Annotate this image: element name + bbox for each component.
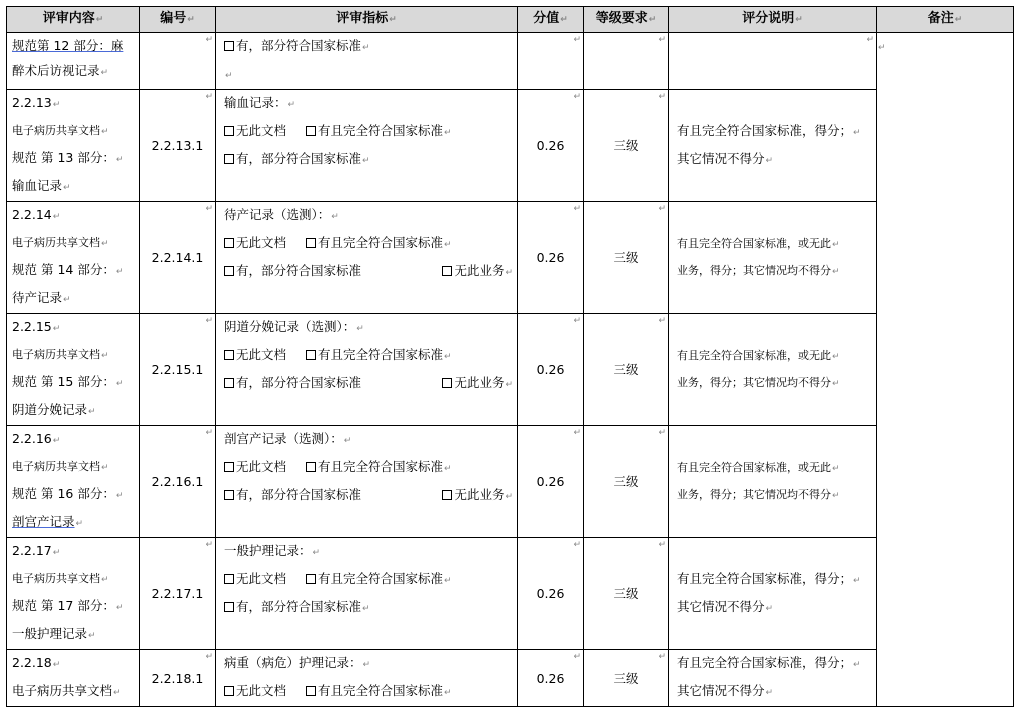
level-cell: 三级 ↵ [584,90,669,202]
checkbox-icon [442,378,452,388]
content-cell: 规范第 12 部分：麻 醉术后访视记录↵ [7,33,140,90]
checkbox-no-business[interactable]: 无此业务 [442,258,504,283]
checkbox-full[interactable]: 有且完全符合国家标准 [306,230,443,255]
checkbox-no-doc[interactable]: 无此文档 [224,454,286,479]
table-row [7,538,1014,650]
checkbox-icon [306,686,316,696]
code-cell: 2.2.17.1 ↵ [140,538,216,650]
table-row [7,33,1014,90]
code-cell: 2.2.16.1 ↵ [140,426,216,538]
header-indicator: 评审指标↵ [216,7,518,33]
level-cell: 三级 ↵ [584,314,669,426]
checkbox-partial[interactable]: 有，部分符合国家标准 [224,370,361,395]
content-cell: 2.2.15↵ 电子病历共享文档↵ 规范 第 15 部分：↵ 阴道分娩记录↵ [7,314,140,426]
explanation-cell: 有且完全符合国家标准，或无此↵ 业务，得分；其它情况均不得分↵ [669,426,877,538]
score-cell: 0.26 ↵ [518,426,584,538]
level-cell: 三级 ↵ [584,426,669,538]
code-cell: 2.2.13.1 ↵ [140,90,216,202]
table-row [7,650,1014,707]
checkbox-full[interactable]: 有且完全符合国家标准 [306,454,443,479]
indicator-title: 剖宫产记录（选测）： [224,431,343,446]
header-level: 等级要求↵ [584,7,669,33]
checkbox-icon [224,266,234,276]
header-row [7,7,1014,33]
score-cell: 0.26 ↵ [518,650,584,707]
checkbox-icon [224,378,234,388]
score-cell: 0.26 ↵ [518,90,584,202]
score-cell: 0.26 ↵ [518,538,584,650]
checkbox-icon [306,462,316,472]
table-row [7,90,1014,202]
checkbox-icon [224,490,234,500]
checkbox-full[interactable]: 有且完全符合国家标准 [306,118,443,143]
header-content: 评审内容↵ [7,7,140,33]
checkbox-icon [224,154,234,164]
checkbox-full[interactable]: 有且完全符合国家标准 [306,678,443,703]
header-score: 分值↵ [518,7,584,33]
remarks-cell: ↵ [877,33,1014,707]
checkbox-no-business[interactable]: 无此业务 [442,482,504,507]
checkbox-partial[interactable]: 有，部分符合国家标准 [224,146,361,171]
checkbox-no-doc[interactable]: 无此文档 [224,678,286,703]
checkbox-icon [306,574,316,584]
header-code: 编号↵ [140,7,216,33]
checkbox-icon [442,266,452,276]
checkbox-icon [224,462,234,472]
checkbox-icon [224,238,234,248]
indicator-cell: 待产记录（选测）：↵ 无此文档 有且完全符合国家标准↵ 有，部分符合国家标准 无此业务↵ [216,202,518,314]
content-cell: 2.2.17↵ 电子病历共享文档↵ 规范 第 17 部分：↵ 一般护理记录↵ [7,538,140,650]
explanation-cell: 有且完全符合国家标准，得分；↵ 其它情况不得分↵ [669,650,877,707]
table-row [7,202,1014,314]
indicator-title: 病重（病危）护理记录： [224,655,362,670]
indicator-cell: 病重（病危）护理记录：↵ 无此文档 有且完全符合国家标准↵ [216,650,518,707]
content-line: 规范第 12 部分：麻 [12,38,124,53]
explanation-cell: 有且完全符合国家标准，得分；↵ 其它情况不得分↵ [669,90,877,202]
checkbox-icon [306,350,316,360]
checkbox-icon [224,350,234,360]
indicator-title: 一般护理记录： [224,543,312,558]
checkbox-full[interactable]: 有且完全符合国家标准 [306,566,443,591]
score-cell: 0.26 ↵ [518,314,584,426]
checkbox-icon [224,126,234,136]
code-cell: ↵ [140,33,216,90]
code-cell: 2.2.18.1 ↵ [140,650,216,707]
code-cell: 2.2.15.1 ↵ [140,314,216,426]
explanation-cell: 有且完全符合国家标准，或无此↵ 业务，得分；其它情况均不得分↵ [669,314,877,426]
checkbox-partial[interactable]: 有，部分符合国家标准 [224,258,361,283]
checkbox-no-business[interactable]: 无此业务 [442,370,504,395]
evaluation-table [6,6,1014,707]
content-cell: 2.2.14↵ 电子病历共享文档↵ 规范 第 14 部分：↵ 待产记录↵ [7,202,140,314]
level-cell: 三级 ↵ [584,538,669,650]
checkbox-icon [224,574,234,584]
explanation-cell: 有且完全符合国家标准，或无此↵ 业务，得分；其它情况均不得分↵ [669,202,877,314]
indicator-cell: 有，部分符合国家标准↵ ↵ [216,33,518,90]
indicator-cell: 剖宫产记录（选测）：↵ 无此文档 有且完全符合国家标准↵ 有，部分符合国家标准 无此业务↵ [216,426,518,538]
level-cell: 三级 ↵ [584,202,669,314]
checkbox-partial[interactable]: 有，部分符合国家标准 [224,33,361,58]
table-row [7,426,1014,538]
code-cell: 2.2.14.1 ↵ [140,202,216,314]
indicator-title: 待产记录（选测）： [224,207,331,222]
checkbox-icon [306,126,316,136]
checkbox-partial[interactable]: 有，部分符合国家标准 [224,482,361,507]
indicator-cell: 一般护理记录：↵ 无此文档 有且完全符合国家标准↵ 有，部分符合国家标准↵ [216,538,518,650]
checkbox-no-doc[interactable]: 无此文档 [224,230,286,255]
indicator-cell: 阴道分娩记录（选测）：↵ 无此文档 有且完全符合国家标准↵ 有，部分符合国家标准 无此业务↵ [216,314,518,426]
score-cell: ↵ [518,33,584,90]
checkbox-icon [224,602,234,612]
explanation-cell: 有且完全符合国家标准，得分；↵ 其它情况不得分↵ [669,538,877,650]
header-explanation: 评分说明↵ [669,7,877,33]
checkbox-icon [442,490,452,500]
checkbox-full[interactable]: 有且完全符合国家标准 [306,342,443,367]
content-cell: 2.2.18↵ 电子病历共享文档↵ [7,650,140,707]
explanation-cell: ↵ [669,33,877,90]
checkbox-no-doc[interactable]: 无此文档 [224,342,286,367]
checkbox-no-doc[interactable]: 无此文档 [224,566,286,591]
content-cell: 2.2.16↵ 电子病历共享文档↵ 规范 第 16 部分：↵ 剖宫产记录↵ [7,426,140,538]
level-cell: 三级 ↵ [584,650,669,707]
score-cell: 0.26 ↵ [518,202,584,314]
checkbox-partial[interactable]: 有，部分符合国家标准 [224,594,361,619]
indicator-cell: 输血记录：↵ 无此文档 有且完全符合国家标准↵ 有，部分符合国家标准↵ [216,90,518,202]
indicator-title: 阴道分娩记录（选测）： [224,319,356,334]
checkbox-icon [306,238,316,248]
indicator-title: 输血记录： [224,95,287,110]
table-row [7,314,1014,426]
content-line: 醉术后访视记录 [12,63,100,78]
checkbox-no-doc[interactable]: 无此文档 [224,118,286,143]
content-cell: 2.2.13↵ 电子病历共享文档↵ 规范 第 13 部分：↵ 输血记录↵ [7,90,140,202]
header-remarks: 备注↵ [877,7,1014,33]
checkbox-icon [224,41,234,51]
checkbox-icon [224,686,234,696]
level-cell: ↵ [584,33,669,90]
